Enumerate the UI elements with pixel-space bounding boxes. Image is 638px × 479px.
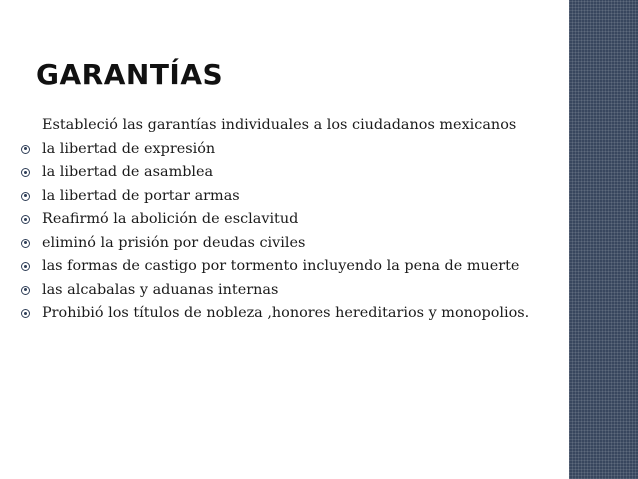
list-item-text: Prohibió los títulos de nobleza ,honores hereditarios y monopolios. — [42, 305, 530, 321]
circle-dot-bullet-icon — [21, 286, 30, 295]
list-item — [38, 281, 530, 301]
list-item-text: eliminó la prisión por deudas civiles — [42, 234, 306, 251]
list-item-text: Reafirmó la abolición de esclavitud — [42, 211, 299, 227]
list-item — [38, 163, 530, 183]
circle-dot-bullet-icon — [21, 145, 30, 154]
list-item — [38, 234, 530, 254]
circle-dot-bullet-icon — [21, 192, 30, 201]
list-item-text: la libertad de expresión — [42, 140, 216, 157]
list-item — [38, 210, 530, 230]
list-item — [38, 304, 530, 324]
slide-content — [38, 116, 530, 328]
list-item — [38, 187, 530, 207]
list-item-text: las formas de castigo por tormento incluyendo la pena de muerte — [42, 258, 520, 274]
list-item — [38, 140, 530, 160]
circle-dot-bullet-icon — [21, 168, 30, 177]
list-item-text: las alcabalas y aduanas internas — [42, 281, 279, 298]
circle-dot-bullet-icon — [21, 239, 30, 248]
circle-dot-bullet-icon — [21, 309, 30, 318]
list-item-text: la libertad de portar armas — [42, 187, 240, 204]
list-item-text: la libertad de asamblea — [42, 164, 214, 180]
circle-dot-bullet-icon — [21, 262, 30, 271]
decorative-side-bar — [569, 0, 638, 479]
circle-dot-bullet-icon — [21, 215, 30, 224]
list-item — [38, 257, 530, 277]
bullet-list — [38, 140, 530, 324]
intro-text: Estableció las garantías individuales a los ciudadanos mexicanos — [42, 117, 517, 133]
slide-title: GARANTÍAS — [36, 58, 224, 91]
